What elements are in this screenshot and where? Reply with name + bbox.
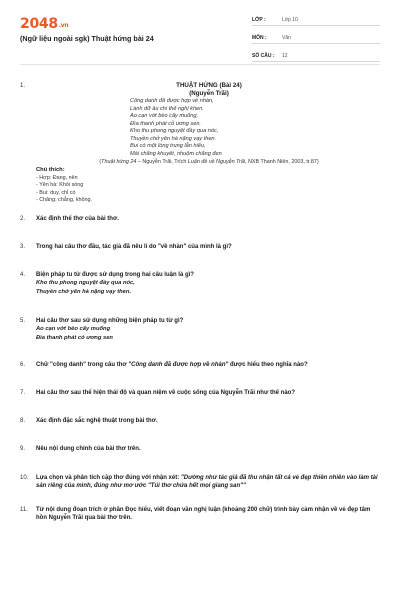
question-number: 4.	[20, 272, 26, 279]
note-item: - Bui: duy, chỉ có	[36, 189, 76, 196]
source-title: Thuật hứng 24	[101, 158, 137, 165]
question-item	[20, 271, 382, 297]
question-text: Xác định đặc sắc nghệ thuật trong bài thơ.	[36, 418, 158, 425]
poem-line: Đìa thanh phát cỏ ương sen.	[130, 120, 201, 127]
question-number: 1.	[20, 83, 26, 89]
notes-title: Chú thích:	[36, 166, 65, 173]
question-text: Hai câu thơ sau sử dụng những biện pháp tu từ gì?	[36, 318, 184, 325]
document-title: (Ngữ liệu ngoài sgk) Thuật hứng bài 24	[20, 34, 154, 43]
poem-line: Thuyền chở yên hà nặng vạy then.	[130, 135, 217, 142]
site-logo[interactable]	[20, 16, 68, 32]
quoted-line: Đìa thanh phát cỏ ương sen	[36, 335, 113, 342]
meta-key: SỐ CÂU :	[252, 53, 275, 59]
question-number: 2.	[20, 215, 26, 222]
meta-table	[252, 14, 380, 68]
question-list	[20, 82, 382, 522]
question-item	[20, 361, 382, 369]
meta-value: 12	[282, 53, 288, 59]
question-number: 6.	[20, 362, 26, 369]
question-text: Xác định thể thơ của bài thơ.	[36, 215, 119, 222]
poem-source	[36, 159, 382, 166]
question-text-part: Chữ "công danh" trong câu thơ	[36, 362, 129, 369]
question-item	[20, 445, 382, 453]
source-text: , NXB Thanh Niên, 2003, tr.87)	[245, 158, 319, 165]
source-text: (	[99, 158, 102, 165]
header-divider	[20, 64, 380, 65]
question-text-part: được hiểu theo nghĩa nào?	[228, 362, 308, 369]
page-header	[0, 0, 400, 62]
notes-list	[36, 175, 382, 205]
poem-title: THUẬT HỨNG (Bài 24)	[176, 82, 242, 89]
question-quote: "Dường như tác giả đã thu nhận tất cả vẻ đẹp thiên nhiên vào làm tài sản riêng của mình, đúng như mơ ước "Túi thơ chứa hết mọi giang san""	[36, 474, 378, 489]
poem-body	[36, 98, 382, 158]
meta-row-count	[252, 50, 380, 62]
question-text: Nêu nội dung chính của bài thơ trên.	[36, 446, 141, 453]
question-item	[20, 243, 382, 251]
question-text	[36, 474, 382, 490]
question-text: Từ nội dung đoạn trích ở phần Đọc hiểu, viết đoạn văn nghị luận (khoảng 200 chữ) trình bày cảm nhận về vẻ đẹp tâm hồn Nguyễn Trãi qua bài thơ trên.	[36, 506, 371, 521]
question-number: 7.	[20, 390, 26, 397]
poem-line: Bui có một lòng trung lẫn hiếu,	[130, 143, 206, 150]
logo-main: 2048	[20, 16, 58, 32]
question-number: 5.	[20, 318, 26, 325]
question-item	[20, 317, 382, 343]
quoted-line: Thuyền chở yên hà nặng vạy then.	[36, 289, 132, 296]
question-item	[20, 215, 382, 223]
question-item	[20, 506, 382, 522]
meta-value: Lớp 10	[282, 17, 298, 23]
meta-row-class	[252, 14, 380, 26]
poem-line: Kho thu phong nguyệt đầy qua nóc,	[130, 128, 219, 135]
note-item: - Yên hà: Khói sóng	[36, 182, 84, 189]
meta-value: Văn	[282, 35, 291, 41]
note-item: - Hợp: Đang, nên	[36, 174, 78, 181]
poem-author: (Nguyễn Trãi)	[189, 90, 229, 98]
source-book: Luận đề về Nguyễn Trãi	[187, 158, 246, 165]
question-item	[20, 82, 382, 205]
question-text-part: Lựa chọn và phân tích cặp thơ đúng với nhận xét:	[36, 474, 181, 481]
logo-suffix: .vn	[58, 22, 69, 29]
poem-line: Công danh đã được hợp về nhàn,	[130, 98, 214, 105]
poem-line: Mài chăng khuyết, nhuộm chăng đen	[130, 150, 222, 157]
question-number: 3.	[20, 243, 26, 250]
question-number: 10.	[20, 474, 29, 481]
question-number: 9.	[20, 446, 26, 453]
quoted-line: Kho thu phong nguyệt đầy qua nóc,	[36, 280, 135, 287]
question-text: Biện pháp tu từ được sử dụng trong hai câu luận là gì?	[36, 272, 194, 279]
note-item: - Chăng: chẳng, không.	[36, 197, 93, 204]
quoted-line: Ao cạn vớt bèo cấy muống	[36, 326, 111, 333]
question-quote: "Công danh đã được hợp về nhàn"	[128, 362, 229, 369]
question-text: Hai câu thơ sau thể hiện thái độ và quan niệm về cuộc sống của Nguyễn Trãi như thế nào?	[36, 390, 295, 397]
question-item	[20, 389, 382, 397]
question-text	[36, 361, 382, 369]
source-text: – Nguyễn Trãi, Trích	[136, 158, 188, 165]
meta-row-subject	[252, 32, 380, 44]
question-item	[20, 417, 382, 425]
question-text: Trong hai câu thơ đầu, tác giả đã nêu lí do "về nhàn" của mình là gì?	[36, 243, 232, 250]
poem-line: Ao cạn vớt bèo cấy muống,	[130, 113, 199, 120]
meta-key: MÔN :	[252, 35, 267, 41]
question-number: 11.	[20, 506, 28, 513]
question-item	[20, 474, 382, 490]
meta-key: LỚP :	[252, 17, 266, 23]
question-number: 8.	[20, 418, 26, 425]
poem-line: Lành dữ âu chi thế nghị khen.	[130, 105, 204, 112]
